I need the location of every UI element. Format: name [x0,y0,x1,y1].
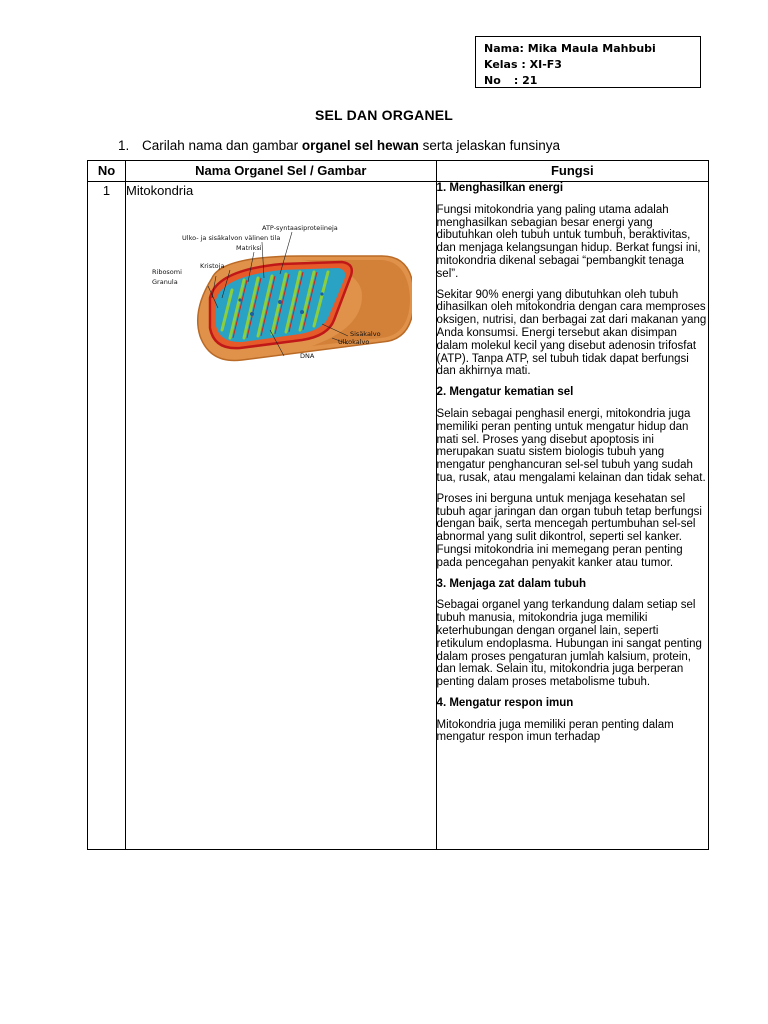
function-paragraph: Mitokondria juga memiliki peran penting dalam mengatur respon imun terhadap [436,718,674,744]
mitochondria-svg [152,218,412,368]
label-ulkokalvo: Ulkokalvo [338,338,370,346]
label-sisakalvo: Sisäkalvo [350,330,381,338]
function-paragraph: Sekitar 90% energi yang dibutuhkan oleh tubuh dihasilkan oleh mitokondria dengan cara memproses oksigen, nutrisi, dan berbagai zat dari makanan yang Anda konsumsi. Energi tersebut akan disimpan dalam molekul kecil yang disebut adenosin trifosfat (ATP). Tanpa ATP, sel tubuh tidak dapat berfungsi dan akhirnya mati. [436,288,707,378]
number-line [484,73,692,89]
function-cell [436,182,708,850]
question-text-bold: organel sel hewan [301,138,419,153]
function-paragraph: Selain sebagai penghasil energi, mitokondria juga memiliki peran penting untuk mengatur hidup dan mati sel. Proses yang disebut apoptosis ini merupakan suatu sistem biologis tubuh yang mengatur penghancuran sel-sel tubuh yang sudah tua, rusak, atau mengalami kelainan dan tidak sehat. [436,407,706,484]
class-label: Kelas [484,58,518,71]
function-heading: 3. Menjaga zat dalam tubuh [436,577,587,590]
organelle-cell [126,182,437,850]
class-value: : XI-F3 [521,58,562,71]
question-number: 1. [118,138,130,153]
function-list [437,182,708,849]
header-name: Nama Organel Sel / Gambar [126,161,437,182]
function-heading: 2. Mengatur kematian sel [436,386,574,399]
name-line [484,41,692,57]
header-no: No [88,161,126,182]
label-dna: DNA [300,352,315,360]
question-text [142,138,560,153]
function-heading: 1. Menghasilkan energi [436,182,564,194]
row-number: 1 [88,182,126,850]
class-line [484,57,692,73]
name-label: Nama [484,42,520,55]
label-ribosomi: Ribosomi [152,268,182,276]
label-ulko-sisa: Ulko- ja sisäkalvon välinen tila [182,234,281,242]
label-kristoja: Kristoja [200,262,225,270]
function-paragraph: Proses ini berguna untuk menjaga kesehatan sel tubuh agar jaringan dan organ tubuh tetap berfungsi dengan baik, serta mencegah pertumbuhan sel-sel abnormal yang sulit dikontrol, seperti sel kanker. Fungsi mitokondria ini memegang peran penting pada pencegahan penyakit kanker atau tumor. [436,492,702,569]
function-paragraph: Sebagai organel yang terkandung dalam setiap sel tubuh manusia, mitokondria juga memiliki keterhubungan dengan organel lain, seperti retikulum endoplasma. Hubungan ini sangat penting dalam proses pengaturan jumlah kalsium, protein, dan lemak. Selain itu, mitokondria juga berperan penting dalam proses metabolisme tubuh. [436,599,702,689]
question-text-before: Carilah nama dan gambar [142,138,302,153]
number-label: No [484,74,501,87]
organelle-table [87,160,709,850]
question-text-after: serta jelaskan funsinya [418,138,560,153]
table-row [88,182,709,850]
organelle-name: Mitokondria [126,183,194,198]
table-header-row [88,161,709,182]
label-granula: Granula [152,278,178,286]
function-paragraph: Fungsi mitokondria yang paling utama adalah menghasilkan sebagian besar energi yang dibutuhkan oleh tubuh untuk tumbuh, beraktivitas, dan menjaga kelangsungan hidup. Berkat fungsi ini, mitokondria dikenal sebagai “pembangkit tenaga sel”. [436,203,701,280]
label-atp: ATP-syntaasiproteiineja [262,224,338,232]
number-value: : 21 [513,74,538,87]
function-heading: 4. Mengatur respon imun [436,696,574,709]
label-matriksi: Matriksi [236,244,262,252]
name-value: : Mika Maula Mahbubi [519,42,656,55]
student-id-box [475,36,701,88]
mitochondria-diagram [152,218,412,368]
header-function: Fungsi [436,161,708,182]
page-title: SEL DAN ORGANEL [314,107,454,123]
